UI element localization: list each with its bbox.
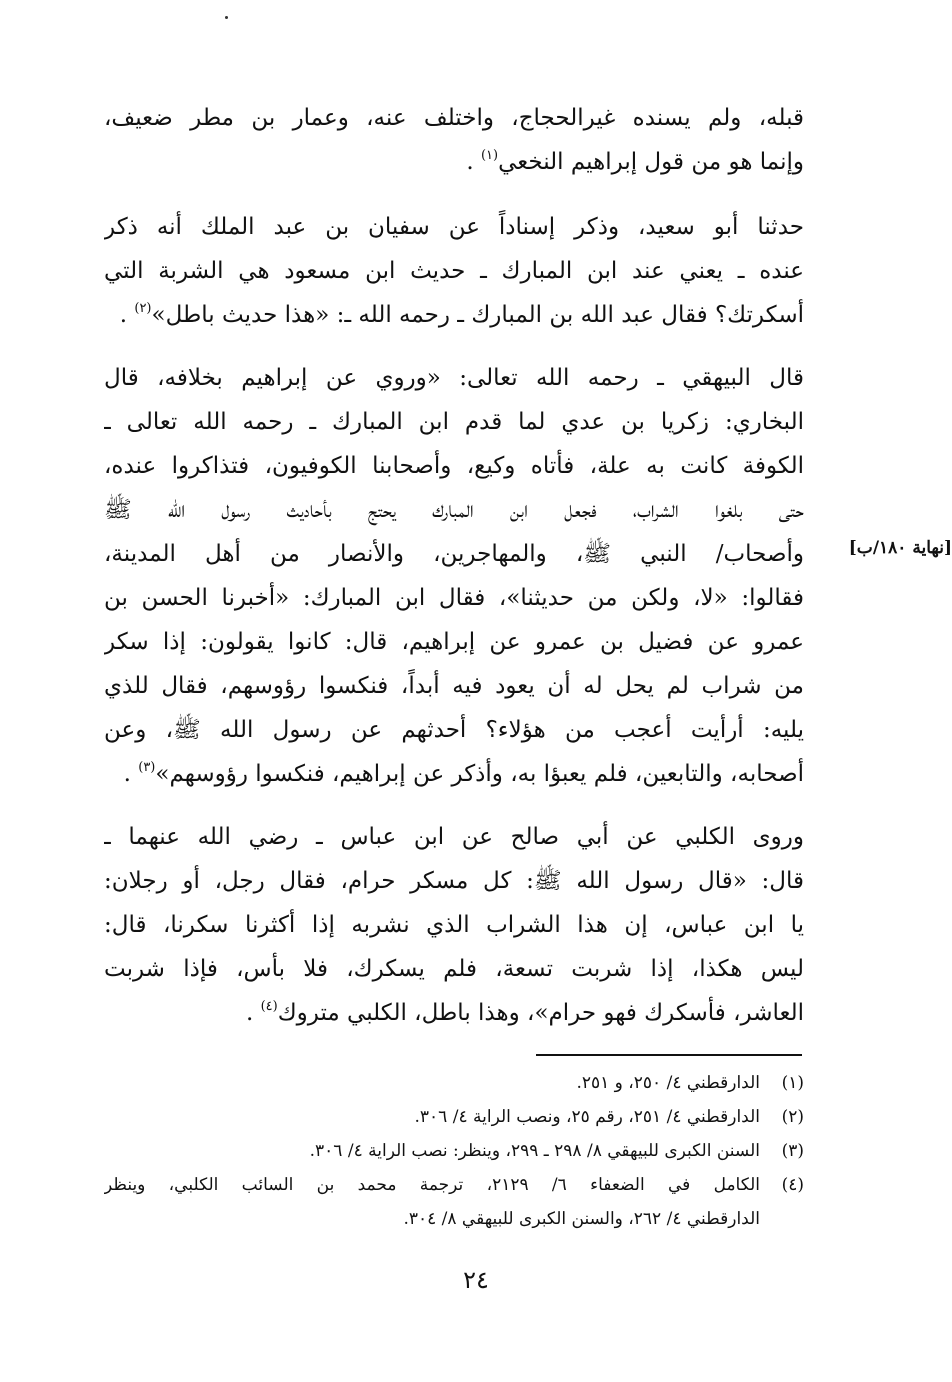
footnote-4 bbox=[104, 1168, 804, 1236]
paragraph-4 bbox=[104, 815, 804, 1035]
paragraph-line: ليس هكذا، إذا شربت تسعة، فلم يسكرك، فلا بأس، فإذا شربت bbox=[104, 956, 804, 982]
manuscript-margin-note: [نهاية ١٨٠/ب] bbox=[848, 538, 952, 558]
paragraph-1 bbox=[104, 96, 804, 184]
footnote-ref-3[interactable]: (٣) bbox=[138, 760, 156, 775]
paragraph-2 bbox=[104, 205, 804, 337]
footnote-line: الدارقطني ٤/ ٢٦٢، والسنن الكبرى للبيهقي ٨/ ٣٠٤. bbox=[403, 1209, 760, 1229]
paragraph-line: قال البيهقي ـ رحمه الله تعالى: «وروي عن إبراهيم بخلافه، قال bbox=[104, 365, 804, 391]
paragraph-line: البخاري: زكريا بن عدي لما قدم ابن المبارك ـ رحمه الله تعالى ـ bbox=[104, 409, 804, 435]
footnote-line: الدارقطني ٤/ ٢٥١، رقم ٢٥، ونصب الراية ٤/ ٣٠٦. bbox=[414, 1107, 760, 1127]
paragraph-line: من شراب لم يحل له أن يعود فيه أبداً، فنكسوا رؤوسهم، فقال للذي bbox=[104, 673, 804, 699]
paragraph-line-last: أسكرتك؟ فقال عبد الله بن المبارك ـ رحمه الله ـ: «هذا حديث باطل»$^{(٢)}$ . bbox=[119, 301, 804, 328]
paragraph-line: حتى بلغوا الشراب، فجعل ابن المبارك يحتج بأحاديث رسول الله ﷺ bbox=[104, 497, 804, 523]
footnote-ref-1[interactable]: (١) bbox=[480, 148, 499, 163]
paragraph-line: وأصحاب/ النبي ﷺ، والمهاجرين، والأنصار من أهل المدينة، bbox=[104, 541, 804, 567]
footnote-text bbox=[104, 1066, 760, 1100]
footnote-number: (٢) bbox=[781, 1107, 804, 1127]
line-text: أسكرتك؟ فقال عبد الله بن المبارك ـ رحمه الله ـ: «هذا حديث باطل» bbox=[151, 302, 804, 328]
paragraph-line: عنده ـ يعني عند ابن المبارك ـ حديث ابن مسعود هي الشربة التي bbox=[104, 258, 804, 284]
scan-speck bbox=[225, 16, 228, 19]
footnote-line: الدارقطني ٤/ ٢٥٠، و ٢٥١. bbox=[576, 1073, 760, 1093]
paragraph-line: عمرو عن فضيل بن عمرو عن إبراهيم، قال: كانوا يقولون: إذا سكر bbox=[104, 629, 804, 655]
paragraph-line-last: أصحابه، والتابعين، فلم يعبؤا به، وأذكر عن إبراهيم، فنكسوا رؤوسهم»$^{(٣)}$ . bbox=[123, 760, 804, 787]
paragraph-3 bbox=[104, 356, 804, 796]
footnote-3 bbox=[104, 1134, 804, 1168]
footnote-ref-4[interactable]: (٤) bbox=[260, 999, 278, 1014]
footnote-ref-2[interactable]: (٢) bbox=[134, 301, 152, 316]
paragraph-line: يا ابن عباس، إن هذا الشراب الذي نشربه إذا أكثرنا سكرنا، قال: bbox=[104, 912, 804, 938]
paragraph-line-last: العاشر، فأسكرك فهو حرام»، وهذا باطل، الكلبي متروك$^{(٤)}$ . bbox=[245, 999, 804, 1026]
footnote-2 bbox=[104, 1100, 804, 1134]
line-text: أصحابه، والتابعين، فلم يعبؤا به، وأذكر عن إبراهيم، فنكسوا رؤوسهم» bbox=[155, 761, 804, 787]
footnote-number: (٤) bbox=[781, 1175, 804, 1195]
paragraph-line: قال: «قال رسول الله ﷺ: كل مسكر حرام، فقال رجل، أو رجلان: bbox=[104, 868, 804, 894]
footnotes bbox=[104, 1066, 804, 1236]
footnote-line: السنن الكبرى للبيهقي ٨/ ٢٩٨ ـ ٢٩٩، وينظر: نصب الراية ٤/ ٣٠٦. bbox=[309, 1141, 760, 1161]
paragraph-line: حدثنا أبو سعيد، وذكر إسناداً عن سفيان بن عبد الملك أنه ذكر bbox=[104, 214, 804, 240]
footnote-divider bbox=[536, 1054, 802, 1056]
footnote-text bbox=[104, 1100, 760, 1134]
footnote-number: (٣) bbox=[781, 1141, 804, 1161]
paragraph-line-last: وإنما هو من قول إبراهيم النخعي$^{(١)}$ . bbox=[466, 148, 804, 175]
footnote-1 bbox=[104, 1066, 804, 1100]
line-text: العاشر، فأسكرك فهو حرام»، وهذا باطل، الكلبي متروك bbox=[277, 1000, 804, 1026]
footnote-number: (١) bbox=[781, 1073, 804, 1093]
page-number: ٢٤ bbox=[463, 1266, 489, 1294]
line-text: وإنما هو من قول إبراهيم النخعي bbox=[498, 149, 804, 175]
paragraph-line: الكوفة كانت به علة، فأتاه وكيع، وأصحابنا الكوفيون، فتذاكروا عنده، bbox=[104, 453, 804, 479]
footnote-text bbox=[104, 1168, 760, 1236]
paragraph-line: قبله، ولم يسنده غيرالحجاج، واختلف عنه، وعمار بن مطر ضعيف، bbox=[104, 105, 804, 131]
footnote-line: الكامل في الضعفاء ٦/ ٢١٢٩، ترجمة محمد بن السائب الكلبي، وينظر bbox=[104, 1175, 760, 1195]
footnote-text bbox=[104, 1134, 760, 1168]
paragraph-line: فقالوا: «لا، ولكن من حديثنا»، فقال ابن المبارك: «أخبرنا الحسن بن bbox=[104, 585, 804, 611]
paragraph-line: يليه: أرأيت أعجب من هؤلاء؟ أحدثهم عن رسول الله ﷺ، وعن bbox=[104, 717, 804, 743]
paragraph-line: وروى الكلبي عن أبي صالح عن ابن عباس ـ رضي الله عنهما ـ bbox=[104, 824, 804, 850]
